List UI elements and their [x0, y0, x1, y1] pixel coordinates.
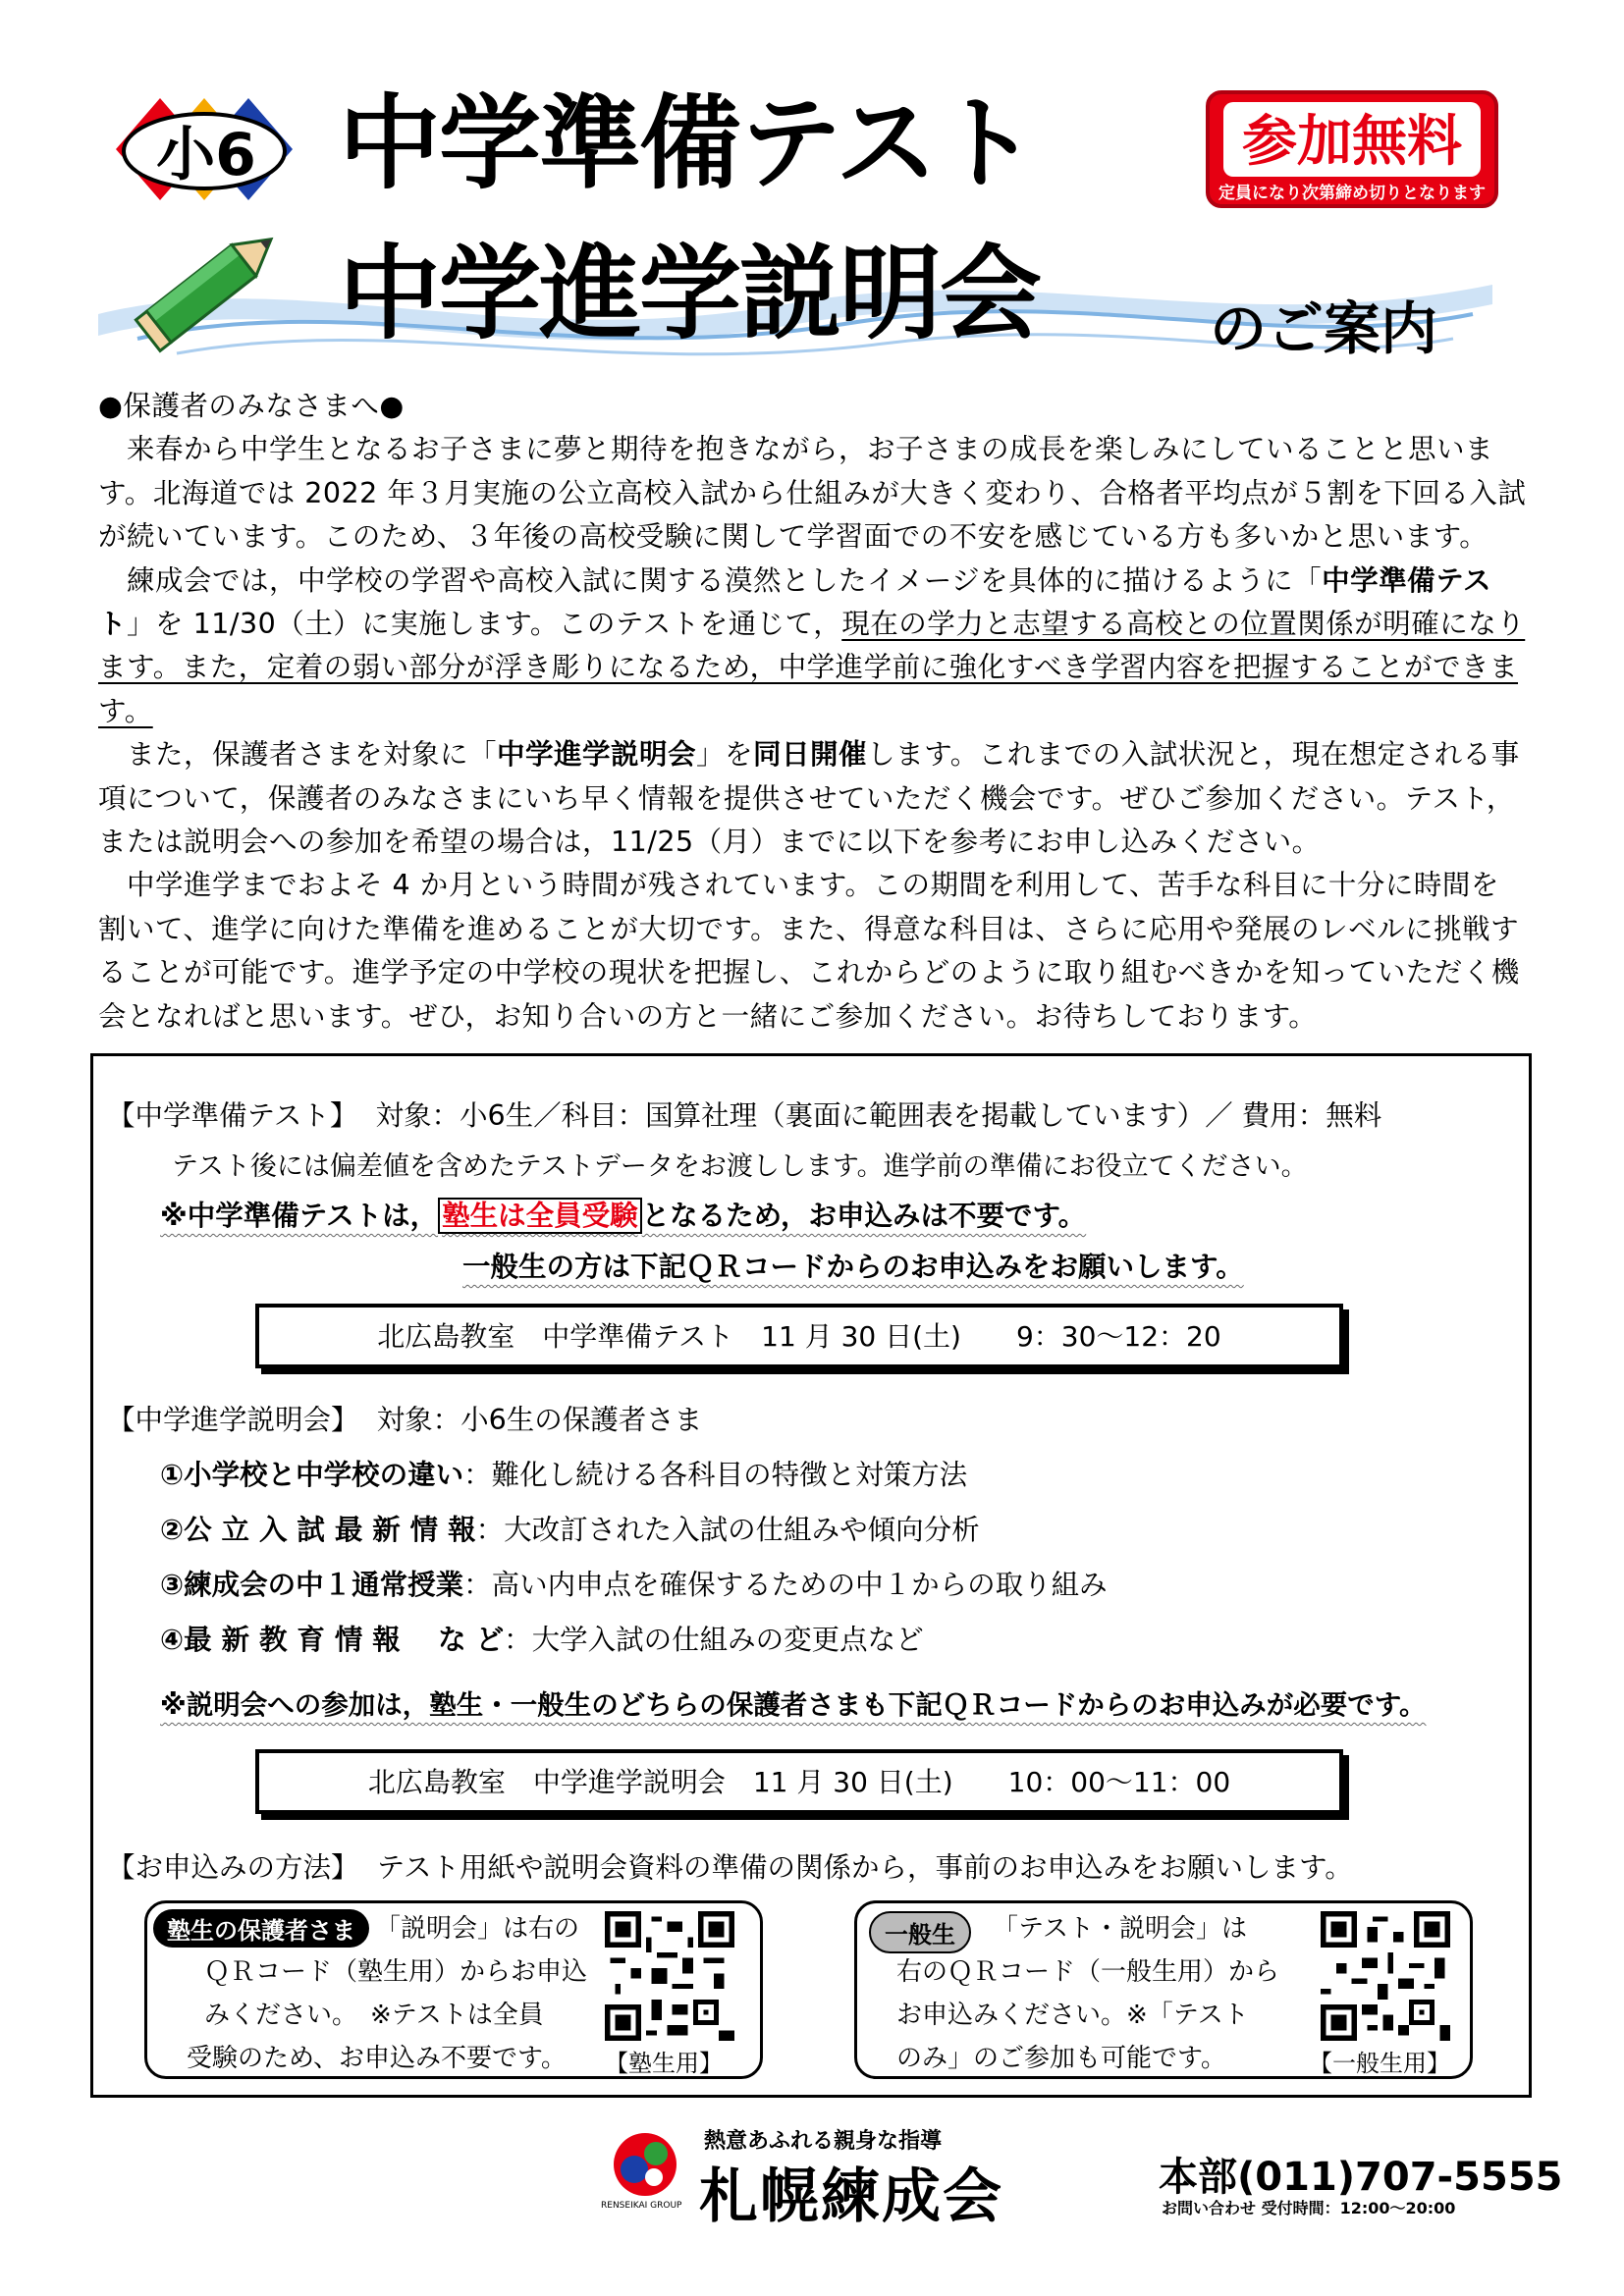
member-qr-label: 【塾生用】	[605, 2050, 723, 2077]
member-qr-code[interactable]	[605, 1911, 734, 2041]
seminar-heading-line	[107, 1398, 702, 1438]
greeting: ●保護者のみなさまへ●	[98, 390, 405, 422]
grade-badge-text: 小6	[156, 121, 256, 189]
footer-hours: お問い合わせ 受付時間：12:00～20:00	[1162, 2199, 1456, 2217]
general-line: お申込みください。※「テスト	[896, 2001, 1249, 2030]
intro-paragraph-4: 中学進学までおよそ 4 か月という時間が残されています。この期間を利用して、苦手な科目に十分に時間を割いて、進学に向けた準備を進めることが大切です。また、得意な科目は、さらに応用や発展のレベルに挑戦することが可能です。進学予定の中学校の現状を把握し、これからどのように取り組むべきかを知っていただく機会となればと思います。ぜひ，お知り合いの方と一緒にご参加ください。お待ちしております。	[98, 869, 1520, 1033]
member-line: みください。 ※テストは全員	[204, 2001, 544, 2030]
member-all-take-badge: 塾生は全員受験	[438, 1198, 642, 1234]
test-schedule-box: 北広島教室 中学準備テスト 11 月 30 日(土) 9：30～12：20	[255, 1304, 1343, 1368]
seminar-target: 対象：小6生の保護者さま	[376, 1404, 703, 1436]
general-line: のみ」のご参加も可能です。	[896, 2044, 1226, 2073]
footer-phone[interactable]: 本部(011)707-5555	[1159, 2155, 1563, 2200]
apply-heading: 【お申込みの方法】	[107, 1851, 359, 1884]
free-participation-badge	[1206, 90, 1498, 208]
intro-text	[98, 385, 1527, 1039]
footer-group: RENSEIKAI GROUP	[601, 2201, 682, 2211]
general-pill: 一般生	[869, 1911, 971, 1953]
intro-paragraph-3: また，保護者さまを対象に「中学進学説明会」を同日開催します。これまでの入試状況と，現在想定される事項について，保護者のみなさまにいち早く情報を提供させていただく機会です。ぜひご参加ください。テスト，または説明会への参加を希望の場合は，11/25（月）までに以下を参考にお申し込みください。	[98, 738, 1520, 859]
info-box	[90, 1053, 1532, 2098]
pencil-icon	[126, 214, 293, 361]
test-target: 対象：小6生／科目：国算社理（裏面に範囲表を掲載しています）／ 費用：無料	[375, 1099, 1382, 1132]
member-apply-box	[144, 1900, 763, 2079]
member-pill: 塾生の保護者さま	[153, 1909, 369, 1948]
footer-tagline: 熱意あふれる親身な指導	[704, 2129, 943, 2154]
general-line: 「テスト・説明会」は	[993, 1914, 1247, 1944]
intro-paragraph-1: 来春から中学生となるお子さまに夢と期待を抱きながら，お子さまの成長を楽しみにしていることと思います。北海道では 2022 年３月実施の公立高校入試から仕組みが大きく変わり、合格者平均点が５割を下回る入試が続いています。このため、３年後の高校受験に関して学習面での不安を感じている方も多いかと思います。	[98, 433, 1527, 554]
apply-heading-line	[107, 1845, 1353, 1886]
free-note: 定員になり次第締め切りとなります	[1218, 184, 1486, 203]
title-suffix: のご案内	[1210, 295, 1438, 362]
footer-brand: 札幌練成会	[699, 2163, 1003, 2231]
member-line: ＱＲコード（塾生用）からお申込	[204, 1957, 588, 1987]
general-apply-box	[854, 1900, 1473, 2079]
seminar-item: ④最 新 教 育 情 報 な ど：大学入試の仕組みの変更点など	[160, 1624, 924, 1656]
title-line-1: 中学準備テスト	[339, 83, 1036, 203]
test-heading: 【中学準備テスト】	[107, 1099, 358, 1132]
general-line: 右のＱＲコード（一般生用）から	[896, 1957, 1280, 1987]
member-line: 「説明会」は右の	[375, 1914, 580, 1944]
seminar-schedule-box: 北広島教室 中学進学説明会 11 月 30 日(土) 10：00～11：00	[255, 1749, 1343, 1814]
seminar-item: ①小学校と中学校の違い：難化し続ける各科目の特徴と対策方法	[160, 1459, 968, 1491]
general-qr-code[interactable]	[1321, 1911, 1450, 2041]
test-note: テスト後には偏差値を含めたテストデータをお渡しします。進学前の準備にお役立てください。	[172, 1151, 1308, 1182]
member-line: 受験のため、お申込み不要です。	[187, 2044, 567, 2073]
free-label: 参加無料	[1242, 110, 1462, 174]
test-warning: ※中学準備テストは， 塾生は全員受験 となるため，お申込みは不要です。	[160, 1200, 1087, 1232]
test-heading-line	[107, 1094, 1381, 1134]
title-line-2: 中学進学説明会	[339, 234, 1041, 353]
seminar-item: ②公 立 入 試 最 新 情 報：大改訂された入試の仕組みや傾向分析	[160, 1514, 980, 1546]
general-qr-label: 【一般生用】	[1309, 2050, 1450, 2077]
renseikai-logo-icon	[611, 2130, 679, 2199]
seminar-warning: ※説明会への参加は，塾生・一般生のどちらの保護者さまも下記ＱＲコードからのお申込みが必要です。	[160, 1689, 1427, 1721]
seminar-item: ③練成会の中１通常授業：高い内申点を確保するための中１からの取り組み	[160, 1569, 1108, 1601]
intro-paragraph-2: 練成会では，中学校の学習や高校入試に関する漠然としたイメージを具体的に描けるように「中学準備テスト」を 11/30（土）に実施します。このテストを通じて，現在の学力と志望する高校との位置関係が明確になります。また，定着の弱い部分が浮き彫りになるため，中学進学前に強化すべき学習内容を把握することができます。	[98, 563, 1526, 727]
test-warning-2: 一般生の方は下記ＱＲコードからのお申込みをお願いします。	[462, 1251, 1244, 1283]
apply-desc: テスト用紙や説明会資料の準備の関係から，事前のお申込みをお願いします。	[376, 1851, 1353, 1884]
seminar-heading: 【中学進学説明会】	[107, 1404, 359, 1436]
